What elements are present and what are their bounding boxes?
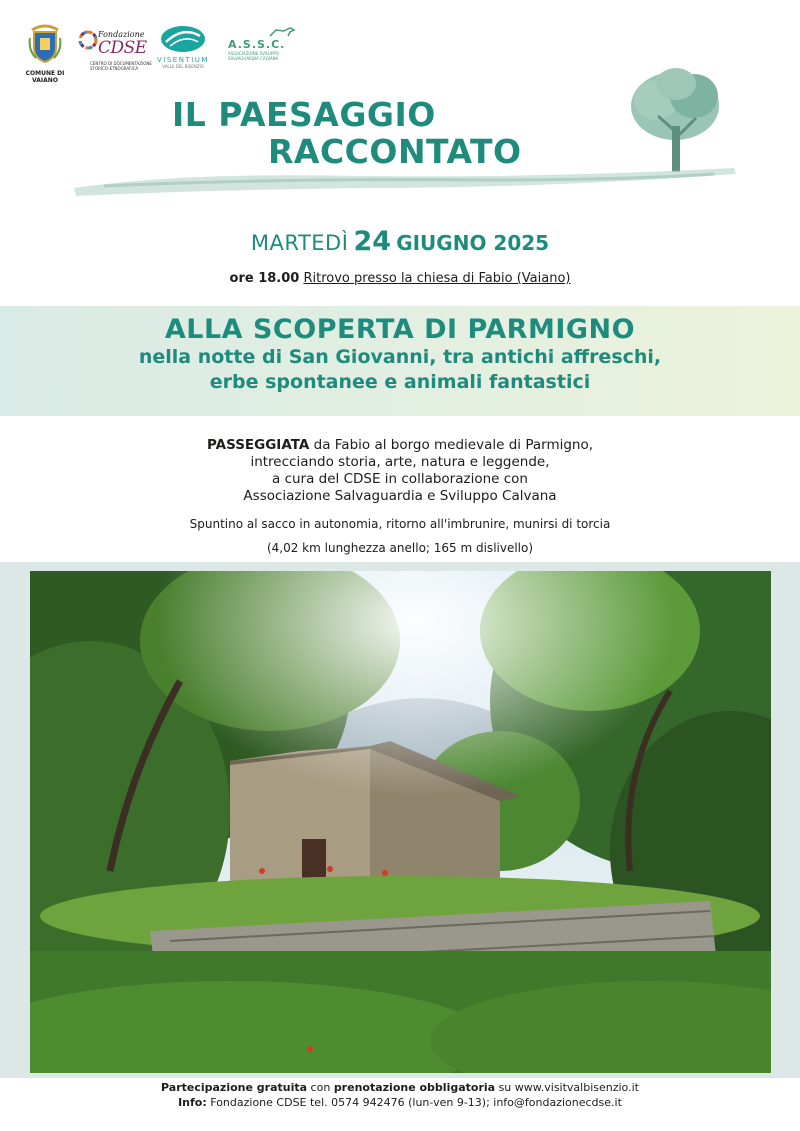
- title-line2: RACCONTATO: [268, 132, 522, 171]
- title-line1: IL PAESAGGIO: [172, 95, 436, 134]
- description-lead: PASSEGGIATA: [206, 437, 310, 453]
- description-line3: a cura del CDSE in collaborazione con: [272, 471, 528, 487]
- church-photo-illustration: [30, 571, 771, 1073]
- partner-logos: [24, 24, 324, 84]
- vaiano-crest-icon: [28, 24, 62, 64]
- assc-name: A.S.S.C.: [228, 38, 286, 51]
- horse-icon: [268, 26, 298, 38]
- cdse-subtitle: CENTRO DI DOCUMENTAZIONE STORICO-ETNOGRAFICA: [90, 61, 152, 71]
- footer-booking-label: prenotazione obbligatoria: [333, 1081, 496, 1094]
- photo-frame: [0, 562, 800, 1078]
- event-subtitle-line1: nella notte di San Giovanni, tra antichi affreschi,: [138, 346, 662, 368]
- brush-stroke-decoration: [64, 162, 744, 202]
- event-banner: [0, 306, 800, 416]
- description-line1: [0, 437, 800, 454]
- vaiano-caption-line1: COMUNE DI: [25, 70, 65, 77]
- vaiano-caption-line2: VAIANO: [32, 77, 58, 84]
- date-weekday: MARTEDÌ: [250, 231, 349, 255]
- poster-footer: [0, 1080, 800, 1110]
- assc-logo: [228, 38, 300, 61]
- footer-booking-line: [0, 1080, 800, 1095]
- cdse-small-label: Fondazione: [98, 30, 145, 39]
- visentium-logo: [152, 24, 214, 69]
- footer-info-text: Fondazione CDSE tel. 0574 942476 (lun-ven 9-13); info@fondazionecdse.it: [206, 1096, 622, 1109]
- description-line4: Associazione Salvaguardia e Sviluppo Calvana: [243, 488, 557, 504]
- footer-info-line: [0, 1095, 800, 1110]
- date-day: 24: [353, 226, 392, 257]
- visentium-leaf-icon: [160, 24, 206, 54]
- poster-title: [172, 96, 522, 170]
- footer-with: con: [307, 1081, 334, 1094]
- description-line1-rest: da Fabio al borgo medievale di Parmigno,: [309, 437, 594, 453]
- event-heading: ALLA SCOPERTA DI PARMIGNO: [164, 314, 636, 345]
- event-subtitle-line2: erbe spontanee e animali fantastici: [209, 371, 591, 393]
- footer-website: su www.visitvalbisenzio.it: [495, 1081, 639, 1094]
- church-photo: [30, 571, 771, 1073]
- date-month-year: GIUGNO 2025: [396, 231, 550, 255]
- event-date: [0, 226, 800, 257]
- meeting-time: ore 18.00: [229, 271, 300, 286]
- visentium-name: VISENTIUM: [157, 56, 209, 64]
- supplies-note: Spuntino al sacco in autonomia, ritorno all'imbrunire, munirsi di torcia: [189, 517, 611, 531]
- footer-free-label: Partecipazione gratuita: [161, 1081, 308, 1094]
- description-line2: intrecciando storia, arte, natura e leggende,: [250, 454, 550, 470]
- vaiano-caption: [24, 70, 66, 84]
- cdse-name: CDSE: [98, 38, 147, 58]
- route-note: (4,02 km lunghezza anello; 165 m dislivello): [266, 541, 534, 555]
- event-description: [0, 437, 800, 505]
- meeting-place: Ritrovo presso la chiesa di Fabio (Vaiano): [303, 271, 571, 286]
- footer-info-label: Info:: [178, 1096, 207, 1109]
- cdse-ring-icon: [76, 28, 100, 56]
- comune-di-vaiano-logo: [24, 24, 66, 84]
- visentium-subtitle: VALLE DEL BISENZIO: [162, 64, 204, 69]
- assc-subtitle: ASSOCIAZIONE SVILUPPO SALVAGUARDIA CALVANA: [228, 51, 279, 61]
- meeting-point: [0, 271, 800, 286]
